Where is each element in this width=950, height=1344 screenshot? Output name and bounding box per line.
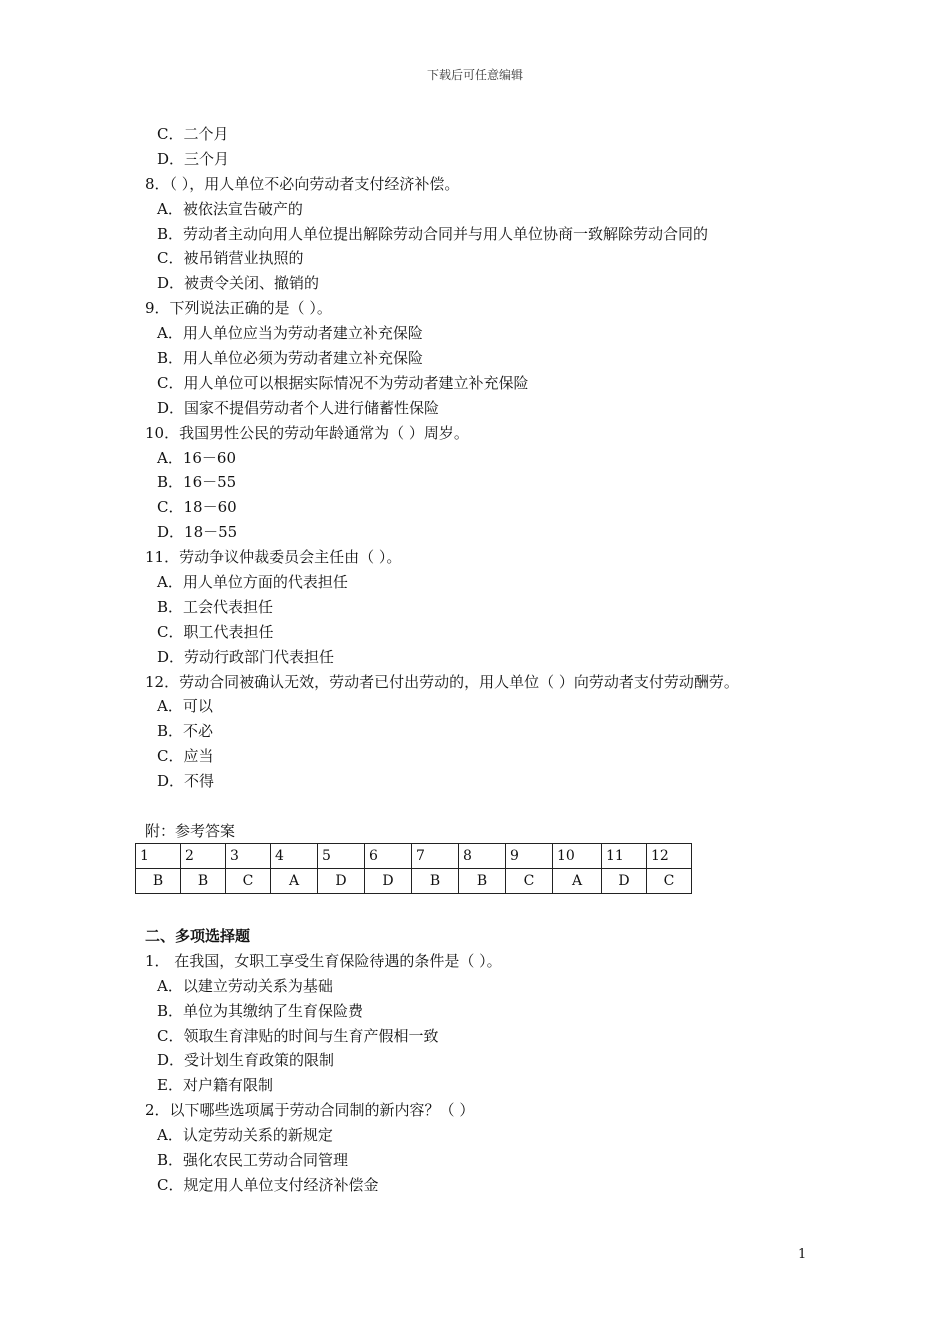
answer-option: C．规定用人单位支付经济补偿金 xyxy=(157,1175,379,1194)
page-header: 下载后可任意编辑 xyxy=(426,68,523,82)
answer-option: C．用人单位可以根据实际情况不为劳动者建立补充保险 xyxy=(157,373,529,392)
question-block-multiple-choice xyxy=(145,949,825,1198)
answer-key-value-row xyxy=(136,868,692,893)
answer-key-number-cell: 6 xyxy=(365,843,412,868)
answer-option: A．认定劳动关系的新规定 xyxy=(157,1126,333,1145)
answer-option: D．18－55 xyxy=(157,523,238,542)
answer-key-value-cell: D xyxy=(365,868,412,893)
answer-option: B．工会代表担任 xyxy=(157,597,274,616)
answer-key-number-cell: 3 xyxy=(226,843,271,868)
answer-key-value-cell: B xyxy=(459,868,506,893)
answer-option: C．应当 xyxy=(157,747,214,766)
answer-option: C．18－60 xyxy=(157,498,237,517)
answer-option: C．被吊销营业执照的 xyxy=(157,249,304,268)
question-stem: 9．下列说法正确的是（ ）。 xyxy=(145,299,332,318)
answer-key-value-cell: A xyxy=(271,868,318,893)
answer-key-value-cell: B xyxy=(136,868,181,893)
spacer xyxy=(145,794,825,819)
answer-key-number-cell: 4 xyxy=(271,843,318,868)
answer-option: D．被责令关闭、撤销的 xyxy=(157,274,320,293)
answer-option: A．用人单位应当为劳动者建立补充保险 xyxy=(157,324,423,343)
answer-option: D．受计划生育政策的限制 xyxy=(157,1051,335,1070)
answer-key-number-cell: 9 xyxy=(506,843,553,868)
answer-key-value-cell: C xyxy=(226,868,271,893)
question-block-single-choice xyxy=(145,122,825,794)
answer-key-number-cell: 7 xyxy=(412,843,459,868)
answer-option: A．被依法宣告破产的 xyxy=(157,199,303,218)
answer-option: C．领取生育津贴的时间与生育产假相一致 xyxy=(157,1026,439,1045)
answer-option: B．单位为其缴纳了生育保险费 xyxy=(157,1001,364,1020)
answer-key-number-cell: 8 xyxy=(459,843,506,868)
answer-key-value-cell: D xyxy=(318,868,365,893)
question-stem: 8．（ ），用人单位不必向劳动者支付经济补偿。 xyxy=(145,174,460,193)
answer-option: B．用人单位必须为劳动者建立补充保险 xyxy=(157,349,424,368)
document-body xyxy=(140,122,825,1198)
answer-option: E．对户籍有限制 xyxy=(157,1076,273,1095)
answer-key-number-cell: 5 xyxy=(318,843,365,868)
answer-key-value-cell: A xyxy=(553,868,602,893)
answer-option: D．国家不提倡劳动者个人进行储蓄性保险 xyxy=(157,398,440,417)
answer-option: C．职工代表担任 xyxy=(157,622,274,641)
answer-key-value-cell: D xyxy=(602,868,647,893)
answer-option: B．16－55 xyxy=(157,473,237,492)
answer-option: A．用人单位方面的代表担任 xyxy=(157,573,348,592)
answer-option: A．以建立劳动关系为基础 xyxy=(157,976,333,995)
question-stem: 10．我国男性公民的劳动年龄通常为（ ）周岁。 xyxy=(145,423,469,442)
answer-key-number-cell: 11 xyxy=(602,843,647,868)
spacer xyxy=(145,894,825,924)
answer-option: B．不必 xyxy=(157,722,214,741)
answer-key-value-cell: B xyxy=(412,868,459,893)
section-title-multiple-choice: 二、多项选择题 xyxy=(145,926,251,945)
answer-key-number-cell: 12 xyxy=(647,843,692,868)
answer-key-title: 附：参考答案 xyxy=(145,821,236,840)
answer-option: B．劳动者主动向用人单位提出解除劳动合同并与用人单位协商一致解除劳动合同的 xyxy=(157,224,709,243)
answer-option: D．不得 xyxy=(157,772,215,791)
answer-key-number-cell: 10 xyxy=(553,843,602,868)
answer-option: A．可以 xyxy=(157,697,213,716)
answer-key-number-cell: 1 xyxy=(136,843,181,868)
answer-key-value-cell: B xyxy=(181,868,226,893)
question-stem: 2．以下哪些选项属于劳动合同制的新内容？（ ） xyxy=(145,1101,475,1120)
answer-option: C．二个月 xyxy=(157,125,229,143)
answer-key-number-cell: 2 xyxy=(181,843,226,868)
answer-option: A．16－60 xyxy=(157,448,237,467)
answer-key-value-cell: C xyxy=(506,868,553,893)
answer-key-table xyxy=(135,843,692,894)
question-stem: 11．劳动争议仲裁委员会主任由（ ）。 xyxy=(145,548,402,567)
question-stem: 12．劳动合同被确认无效，劳动者已付出劳动的，用人单位（ ）向劳动者支付劳动酬劳。 xyxy=(145,672,739,691)
answer-option: D．劳动行政部门代表担任 xyxy=(157,647,335,666)
page-number: 1 xyxy=(798,1247,807,1262)
answer-option: B．强化农民工劳动合同管理 xyxy=(157,1150,349,1169)
answer-key-number-row xyxy=(136,843,692,868)
answer-key-value-cell: C xyxy=(647,868,692,893)
question-stem: 1． 在我国，女职工享受生育保险待遇的条件是（ ）。 xyxy=(145,951,502,970)
answer-option: D．三个月 xyxy=(157,149,230,168)
